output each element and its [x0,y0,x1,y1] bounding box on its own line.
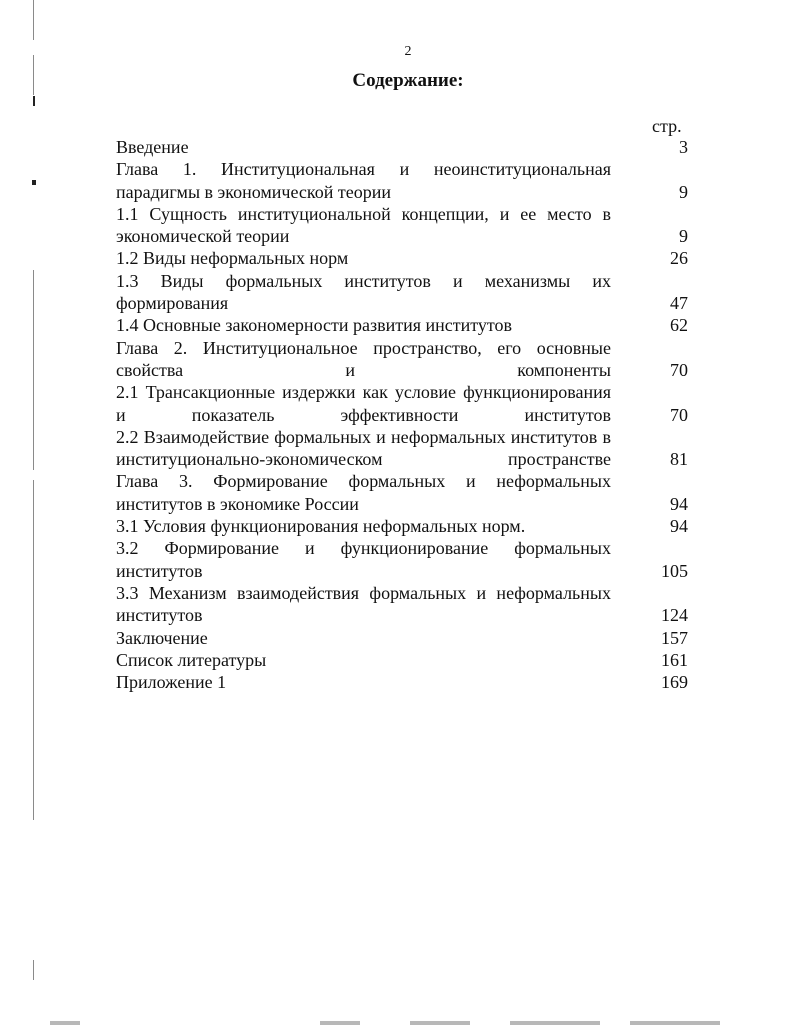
toc-entry-title: Заключение [116,627,208,648]
toc-entry [116,337,688,382]
scan-edge-line [33,0,34,40]
scan-bottom-noise [410,1021,470,1025]
toc-entry [116,627,688,649]
toc-entry [116,270,688,315]
toc-entry-title: 3.2 Формирование и функционирование формальных институтов [116,538,611,581]
toc-entry-page: 105 [661,560,688,581]
toc-entry-page: 157 [661,627,688,648]
scan-edge-mark [33,96,35,106]
toc-entry-title: Глава 3. Формирование формальных и неформальных институтов в экономике России [116,471,611,514]
scan-edge-mark [32,180,36,185]
toc-entry [116,582,688,627]
toc-entry-page: 70 [670,404,688,425]
scan-bottom-noise [50,1021,80,1025]
toc-entry-page: 9 [679,181,688,202]
toc-entry-page: 47 [670,293,688,314]
toc-entry-page: 3 [679,137,688,157]
toc-entry-page: 94 [670,493,688,514]
toc-entry-title: Глава 2. Институциональное пространство, его основные свойства и компоненты [116,337,611,380]
toc-entry [116,136,688,158]
toc-entry-page: 94 [670,516,688,537]
toc-entry-title: 1.1 Сущность институциональной концепции, и ее место в экономической теории [116,203,611,247]
toc-entry-title: 1.3 Виды формальных институтов и механизмы их формирования [116,270,611,314]
toc-entry-title: 1.2 Виды неформальных норм [116,248,349,269]
toc-entry-title: Введение [116,137,189,157]
toc-entry [116,515,688,537]
toc-entry-page: 9 [679,226,688,247]
toc-entry [116,158,688,203]
page-title: Содержание: [352,70,464,91]
toc-entry-page: 70 [670,359,688,380]
page-column-label: стр. [652,116,682,136]
scan-bottom-noise [630,1021,720,1025]
toc-entry [116,247,688,269]
toc-entry [116,537,688,582]
toc-entry-title: 2.1 Трансакционные издержки как условие функционирования и показатель эффективности институтов [116,382,611,425]
toc-entry-page: 62 [670,315,688,336]
scan-edge-line [33,270,34,470]
toc-entry-page: 169 [661,672,688,693]
scan-bottom-noise [320,1021,360,1025]
toc-entry [116,381,688,426]
table-of-contents [116,136,688,693]
toc-entry-title: Приложение 1 [116,672,227,693]
toc-entry [116,671,688,693]
toc-entry-title: Список литературы [116,649,267,670]
toc-entry-page: 81 [670,449,688,470]
scan-edge-line [33,480,34,820]
page-number: 2 [404,44,412,59]
toc-entry-title: 1.4 Основные закономерности развития институтов [116,315,513,336]
toc-entry-title: Глава 1. Институциональная и неоинституциональная парадигмы в экономической теории [116,159,611,202]
toc-entry-page: 124 [661,605,688,626]
toc-entry-page: 161 [661,649,688,670]
scan-edge-line [33,960,34,980]
toc-entry [116,649,688,671]
toc-entry [116,203,688,248]
toc-entry-title: 2.2 Взаимодействие формальных и неформальных институтов в институционально-экономическом пространстве [116,426,611,470]
toc-entry [116,426,688,471]
toc-entry-page: 26 [670,248,688,269]
toc-entry-title: 3.1 Условия функционирования неформальных норм. [116,516,526,537]
toc-entry [116,470,688,515]
toc-entry-title: 3.3 Механизм взаимодействия формальных и неформальных институтов [116,582,611,626]
toc-entry [116,314,688,336]
scan-bottom-noise [510,1021,600,1025]
